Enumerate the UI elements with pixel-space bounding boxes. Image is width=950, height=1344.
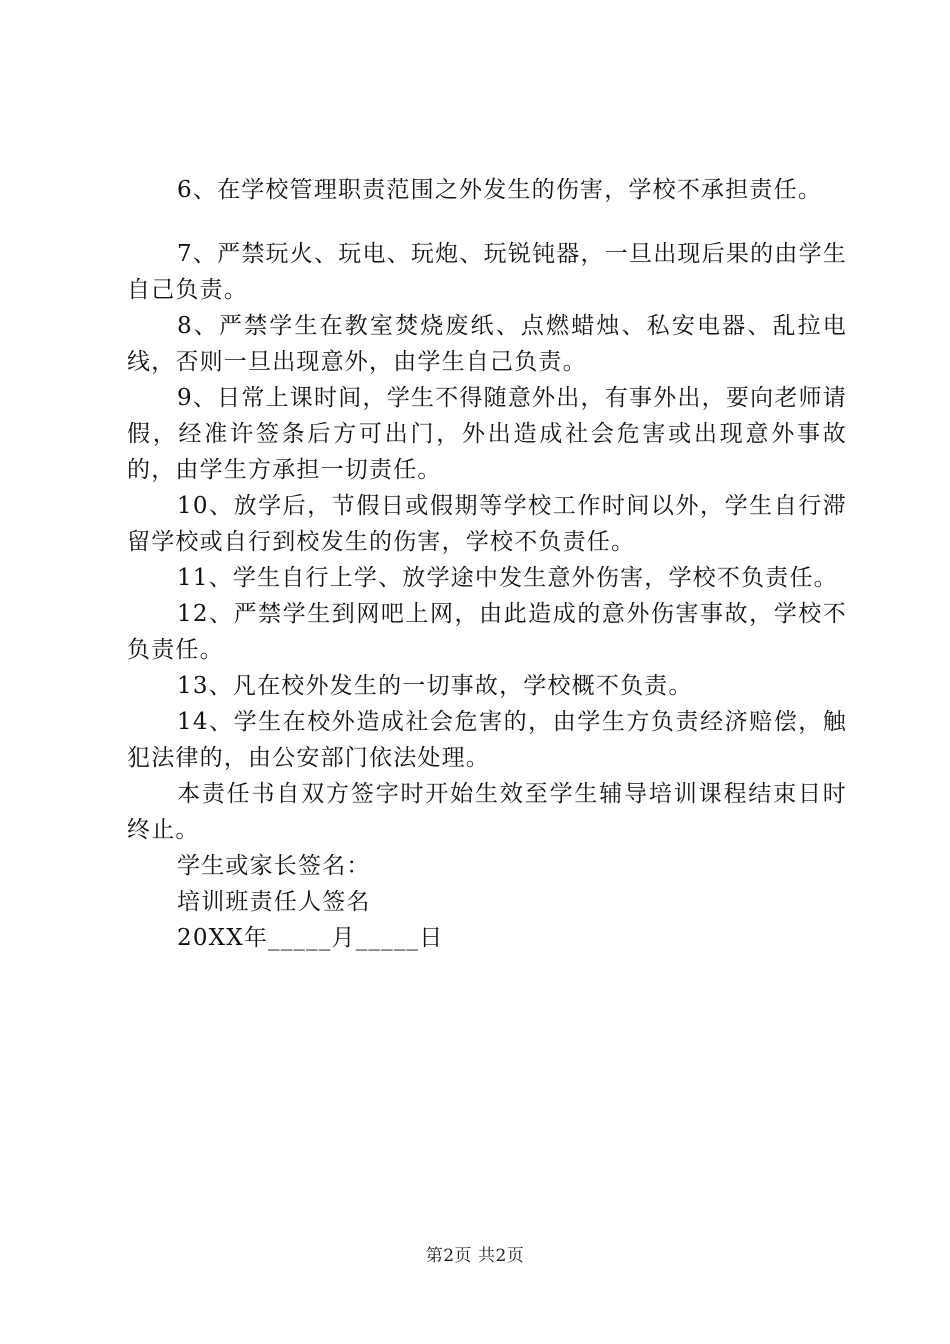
- page-number-footer: 第2页 共2页: [425, 1246, 525, 1266]
- clause-6: 6、在学校管理职责范围之外发生的伤害，学校不承担责任。: [177, 177, 823, 203]
- clause-10: 10、放学后，节假日或假期等学校工作时间以外，学生自行滞留学校或自行到校发生的伤害，学校不负责任。: [127, 493, 847, 555]
- document-body: [127, 172, 847, 956]
- validity-statement: 本责任书自双方签字时开始生效至学生辅导培训课程结束日时终止。: [127, 781, 847, 843]
- clause-12: 12、严禁学生到网吧上网，由此造成的意外伤害事故，学校不负责任。: [127, 601, 847, 663]
- student-parent-signature-line: 学生或家长签名：: [177, 853, 371, 879]
- clause-7: 7、严禁玩火、玩电、玩炮、玩锐钝器，一旦出现后果的由学生自己负责。: [127, 241, 847, 303]
- clause-11: 11、学生自行上学、放学途中发生意外伤害，学校不负责任。: [177, 565, 838, 591]
- clause-9: 9、日常上课时间，学生不得随意外出，有事外出，要向老师请假，经准许签条后方可出门，外出造成社会危害或出现意外事故的，由学生方承担一切责任。: [127, 385, 847, 483]
- clause-13: 13、凡在校外发生的一切事故，学校概不负责。: [177, 673, 693, 699]
- clause-14: 14、学生在校外造成社会危害的，由学生方负责经济赔偿，触犯法律的，由公安部门依法处理。: [127, 709, 847, 771]
- class-responsible-signature-line: 培训班责任人签名: [177, 889, 371, 915]
- date-line: 20XX年_____月_____日: [177, 925, 444, 951]
- clause-8: 8、严禁学生在教室焚烧废纸、点燃蜡烛、私安电器、乱拉电线，否则一旦出现意外，由学生自己负责。: [127, 313, 847, 375]
